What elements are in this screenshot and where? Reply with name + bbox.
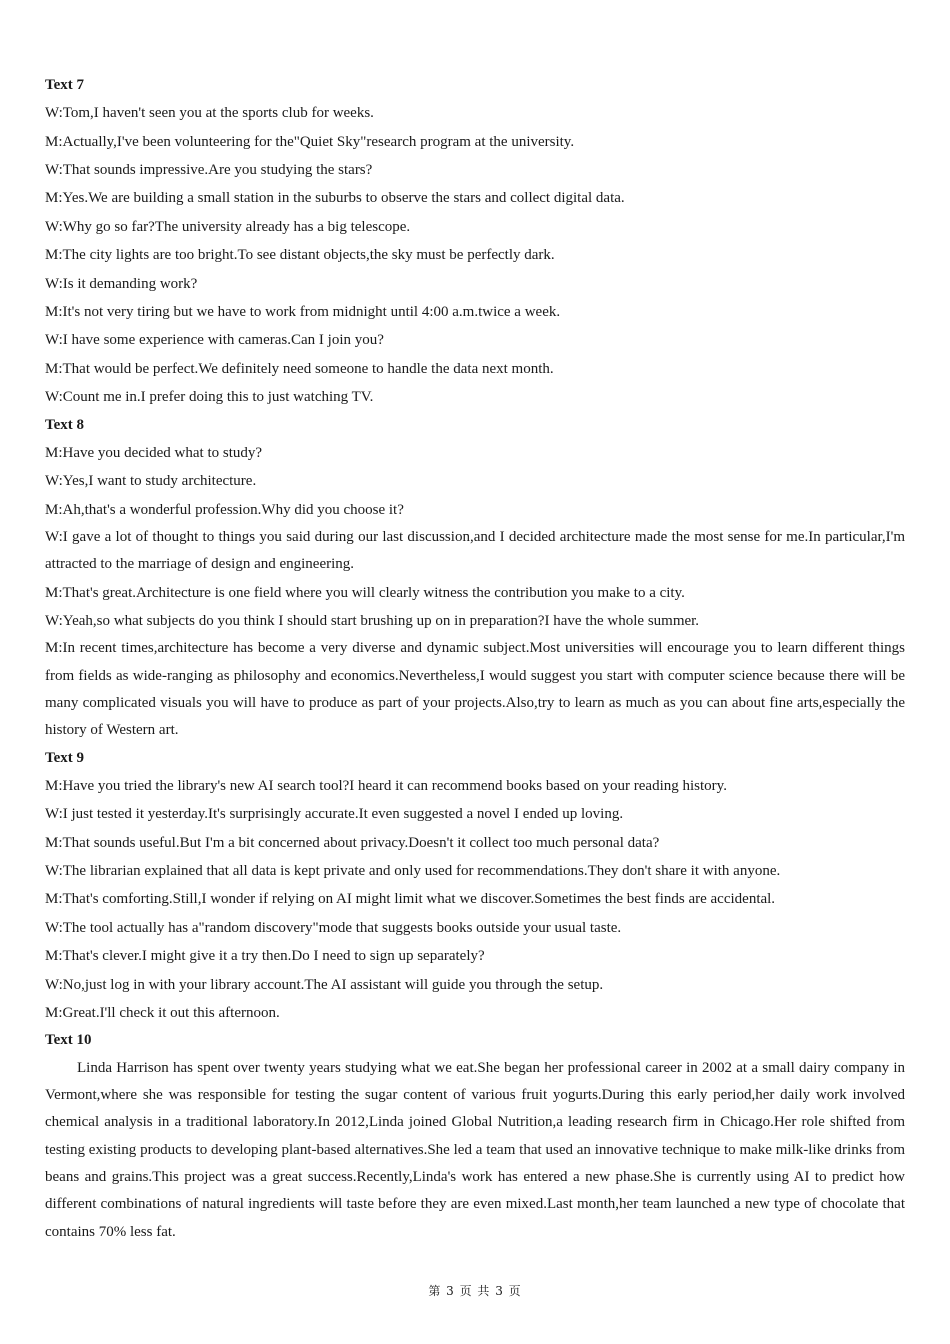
text9-line: M:That sounds useful.But I'm a bit concerned about privacy.Doesn't it collect too much personal data? — [45, 834, 660, 851]
page-footer: 第 3 页 共 3 页 — [428, 1284, 522, 1298]
text7-line: M:The city lights are too bright.To see distant objects,the sky must be perfectly dark. — [45, 247, 555, 264]
text7-line: W:Why go so far?The university already has a big telescope. — [45, 218, 411, 235]
text10-heading: Text 10 — [45, 1032, 92, 1049]
text9-line: M:Great.I'll check it out this afternoon. — [45, 1005, 280, 1022]
text8-line: M:Have you decided what to study? — [45, 444, 263, 461]
text9-line: W:The tool actually has a"random discovery"mode that suggests books outside your usual taste. — [45, 919, 622, 936]
text9-line: W:No,just log in with your library account.The AI assistant will guide you through the setup. — [45, 976, 604, 993]
text9-line: M:Have you tried the library's new AI search tool?I heard it can recommend books based on your reading history. — [45, 777, 727, 794]
text8-line: M:Ah,that's a wonderful profession.Why did you choose it? — [45, 501, 404, 518]
text7-line: W:Count me in.I prefer doing this to just watching TV. — [45, 389, 374, 406]
document-body — [45, 72, 905, 1246]
text8-line: M:That's great.Architecture is one field where you will clearly witness the contribution you make to a city. — [45, 584, 685, 601]
text9-heading: Text 9 — [45, 749, 85, 766]
text10-paragraph: Linda Harrison has spent over twenty years studying what we eat.She began her professional career in 2002 at a small dairy company in Vermont,where she was responsible for testing the sugar content of various fruit yogurts.During this early period,her daily work involved chemical analysis in a traditional laboratory.In 2012,Linda joined Global Nutrition,a leading research firm in Chicago.Her role shifted from testing existing products to developing plant-based alternatives.She led a team that used an innovative technique to make milk-like drinks from beans and grains.This project was a great success.Recently,Linda's work has entered a new phase.She is currently using AI to predict how different combinations of natural ingredients will taste before they are even mixed.Last month,her team launched a new type of chocolate that contains 70% less fat. — [45, 1059, 905, 1240]
text9-line: W:The librarian explained that all data is kept private and only used for recommendations.They don't share it with anyone. — [45, 863, 781, 880]
text7-line: W:Is it demanding work? — [45, 275, 198, 292]
text7-line: W:I have some experience with cameras.Can I join you? — [45, 332, 384, 349]
text9-line: W:I just tested it yesterday.It's surprisingly accurate.It even suggested a novel I ended up loving. — [45, 806, 624, 823]
text8-paragraph: M:In recent times,architecture has become a very diverse and dynamic subject.Most universities will encourage you to learn different things from fields as wide-ranging as philosophy and economics.Nevertheless,I would suggest you start with computer science because there will be many complicated visuals you will have to produce as part of your projects.Also,try to learn as much as you can about fine arts,especially the history of Western art. — [45, 640, 905, 739]
text8-line: W:Yeah,so what subjects do you think I should start brushing up on in preparation?I have the whole summer. — [45, 613, 700, 630]
text7-line: M:That would be perfect.We definitely need someone to handle the data next month. — [45, 360, 554, 377]
text8-heading: Text 8 — [45, 416, 85, 433]
text9-line: M:That's clever.I might give it a try then.Do I need to sign up separately? — [45, 948, 485, 965]
text7-line: W:Tom,I haven't seen you at the sports club for weeks. — [45, 105, 374, 122]
text7-line: W:That sounds impressive.Are you studying the stars? — [45, 162, 373, 179]
text7-heading: Text 7 — [45, 77, 85, 93]
text8-paragraph: W:I gave a lot of thought to things you said during our last discussion,and I decided architecture made the most sense for me.In particular,I'm attracted to the marriage of design and engineering. — [45, 529, 905, 573]
text9-line: M:That's comforting.Still,I wonder if relying on AI might limit what we discover.Sometimes the best finds are accidental. — [45, 891, 776, 908]
text7-line: M:Actually,I've been volunteering for the"Quiet Sky"research program at the university. — [45, 133, 575, 150]
text7-line: M:It's not very tiring but we have to work from midnight until 4:00 a.m.twice a week. — [45, 304, 561, 321]
text7-line: M:Yes.We are building a small station in the suburbs to observe the stars and collect digital data. — [45, 190, 625, 207]
text8-line: W:Yes,I want to study architecture. — [45, 473, 257, 490]
